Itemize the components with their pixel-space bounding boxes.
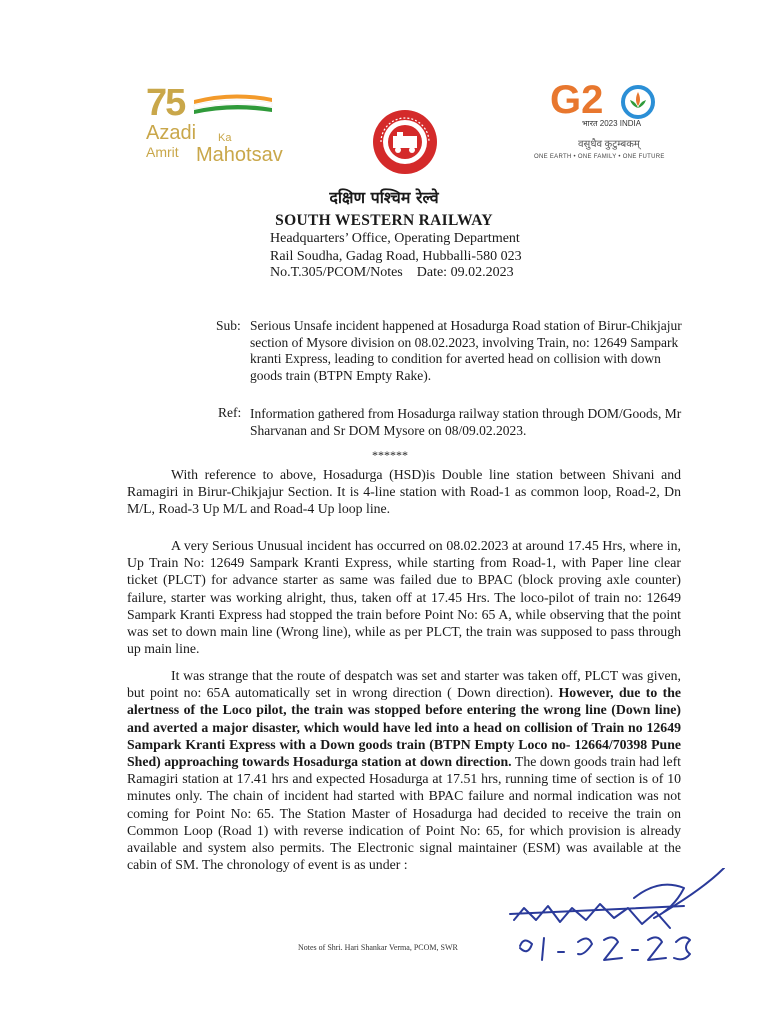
g20-text: G2 (550, 78, 604, 122)
g20-subtitle: भारत 2023 INDIA (582, 119, 642, 128)
reference-text: Information gathered from Hosadurga railway station through DOM/Goods, Mr Sharvanan and Sr DOM Mysore on 08/09.02.2023. (250, 406, 682, 438)
flag-ribbon-icon (192, 92, 274, 116)
paragraph-2-text: A very Serious Unusual incident has occurred on 08.02.2023 at around 17.45 Hrs, where in, Up Train No: 12649 Sampark Kranti Express, while starting from Road-1, with Paper line clear ticket (PLCT) for advance starter as same was failed due to BPAC (block proving axle counter) failure, starter was working alright, thus, taken off at 17.45 Hrs. The loco-pilot of train no: 12649 Sampark Kranti Express had stopped the train before Point No: 65 A, while observing that the point was set to down main line (Wrong line), while as per PLCT, the train was supposed to pass through up main line. (127, 538, 681, 657)
paragraph-3-start: It was strange that the route of despatch was set and starter was taken off, PLCT was given, but point no: 65A automatically set in wrong direction ( Down direction). (127, 668, 681, 701)
separator: ****** (372, 448, 408, 462)
logo-word-mahotsav: Mahotsav (196, 144, 283, 166)
paragraph-2 (127, 537, 681, 657)
g20-logo (534, 78, 688, 170)
logo-word-ka: Ka (218, 132, 232, 144)
logo-word-amrit: Amrit (146, 144, 179, 160)
reference-number: No.T.305/PCOM/Notes (270, 265, 403, 280)
office-line: Headquarters’ Office, Operating Department (270, 231, 520, 246)
paragraph-3-end: The down goods train had left Ramagiri station at 17.41 hrs and expected Hosadurga at 17.51 hrs, running time of section is of 10 minutes only. The chain of incident had started with BPAC failure and normal indication was not coming for Point No: 65. The Station Master of Hosadurga had decided to receive the train on Common Loop (Road 1) with reverse indication of Point No: 65, for which provision is already available and system also permits. The Electronic signal maintainer (ESM) was available at the cabin of SM. The chronology of event is as under : (127, 754, 682, 873)
document-date: Date: 09.02.2023 (416, 265, 514, 280)
globe-lotus-icon (620, 84, 656, 120)
paragraph-3 (127, 667, 681, 873)
indian-railways-emblem-icon (371, 108, 439, 176)
hindi-title: दक्षिण पश्चिम रेल्वे (329, 188, 439, 207)
paragraph-3-bold: However, due to the alertness of the Loco pilot, the train was stopped before entering the wrong line (Down line) and averted a major disaster, which would have led into a head on collision of Train no 12649 Sampark Kranti Express with a Down goods train (BTPN Empty Loco no- 12664/70398 Pune Shed) approaching towards Hosadurga station at down direction. (127, 685, 681, 770)
logo-number: 75 (146, 82, 185, 124)
g20-hindi-motto: वसुधैव कुटुम्बकम् (578, 139, 640, 150)
footer-note: Notes of Shri. Hari Shankar Verma, PCOM, SWR (298, 943, 458, 952)
page-title: SOUTH WESTERN RAILWAY (275, 212, 493, 229)
reference-label: Ref: (218, 405, 242, 420)
address-line: Rail Soudha, Gadag Road, Hubballi-580 023 (270, 249, 522, 264)
subject-label: Sub: (216, 318, 241, 333)
handwritten-signature (484, 868, 734, 978)
paragraph-1-text: With reference to above, Hosadurga (HSD)is Double line station between Shivani and Ramagiri in Birur-Chikjajur Section. It is 4-line station with Road-1 as common loop, Road-2, Dn M/L, Road-3 Up M/L and Road-4 Up loop line. (127, 467, 681, 517)
subject-text: Serious Unsafe incident happened at Hosadurga Road station of Birur-Chikjajur section of Mysore division on 08.02.2023, involving Train, no: 12649 Sampark kranti Express, leading to condition for averted head on collision with down goods train (BTPN Empty Rake). (250, 318, 682, 383)
g20-tagline: ONE EARTH • ONE FAMILY • ONE FUTURE (534, 154, 665, 160)
paragraph-1 (127, 466, 681, 518)
ref-date-line (270, 264, 514, 282)
logo-word-azadi: Azadi (146, 122, 197, 144)
azadi-ka-amrit-mahotsav-logo (138, 82, 288, 172)
